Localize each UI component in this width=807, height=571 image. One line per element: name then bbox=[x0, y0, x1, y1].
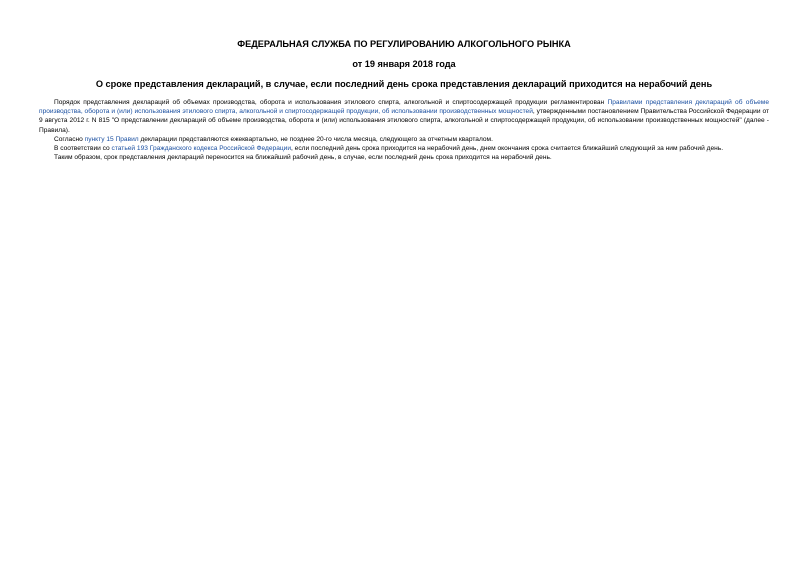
paragraph-4-text-1: Таким образом, срок представления деклараций переносится на ближайший рабочий день, в случае, если последний день срока приходится на нерабочий день. bbox=[54, 154, 552, 162]
link-rules-item-15[interactable]: пункту 15 Правил bbox=[84, 135, 139, 143]
agency-name: ФЕДЕРАЛЬНАЯ СЛУЖБА ПО РЕГУЛИРОВАНИЮ АЛКОГОЛЬНОГО РЫНКА bbox=[237, 39, 571, 49]
document-body bbox=[39, 98, 769, 162]
paragraph-1-text-1: Порядок представления деклараций об объемах производства, оборота и использования этилового спирта, алкогольной и спиртосодержащей продукции регламентирован bbox=[54, 99, 608, 106]
paragraph-3-text-2: , если последний день срока приходится на нерабочий день, днем окончания срока считается ближайший следующий за ним рабочий день. bbox=[291, 145, 724, 153]
paragraph-3 bbox=[39, 144, 769, 153]
link-rules-declarations[interactable]: Правилами представления деклараций об объеме производства, оборота и (или) использования этилового спирта, алкогольной и спиртосодержащей продукции, об использовании производственных мощностей bbox=[39, 99, 769, 116]
document-title: О сроке представления деклараций, в случае, если последний день срока представления деклараций приходится на нерабочий день bbox=[95, 79, 713, 89]
paragraph-3-text-1: В соответствии со bbox=[54, 145, 112, 153]
paragraph-1-text-2: , утвержденными постановлением Правительства Российской Федерации от 9 августа 2012 г. N 815 "О представлении деклараций об объеме производства, оборота и (или) использования этилового спирта, алкогольной и спиртосодержащей продукции, об использовании производственных мощностей" (далее - Правила). bbox=[39, 108, 769, 134]
document-date: от 19 января 2018 года bbox=[352, 59, 456, 69]
paragraph-2-text-1: Согласно bbox=[54, 135, 85, 143]
paragraph-2 bbox=[39, 135, 769, 144]
paragraph-4 bbox=[39, 153, 769, 162]
link-civil-code-article-193[interactable]: статьей 193 Гражданского кодекса Российской Федерации bbox=[111, 145, 292, 153]
paragraph-2-text-2: декларации представляются ежеквартально, не позднее 20-го числа месяца, следующего за отчетным кварталом. bbox=[138, 135, 493, 143]
paragraph-1 bbox=[39, 98, 769, 135]
